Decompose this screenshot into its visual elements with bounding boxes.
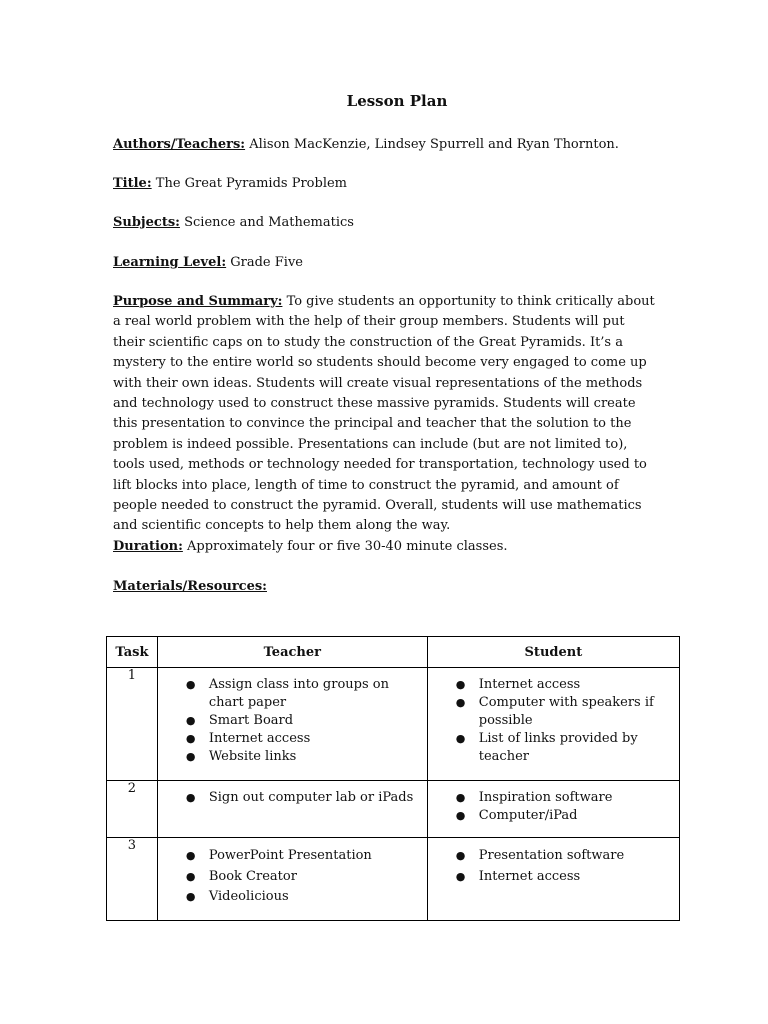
bullet-icon: ● [455,791,466,804]
list-item [158,789,427,807]
purpose-value: To give students an opportunity to think critically about a real world problem with the help of their group members. Students will put their scientific caps on to study the construction of the Great Pyramids. It’s a mystery to the entire world so students should become very engaged to come up with their own ideas. Students will create visual representations of the methods and technology used to construct these massive pyramids. Students will create this presentation to convince the principal and teacher that the solution to the problem is indeed possible. Presentations can include (but are not limited to), tools used, methods or technology needed for transportation, technology used to lift blocks into place, length of time to construct the pyramid, and amount of people needed to construct the pyramid. Overall, students will use mathematics and scientific concepts to help them along the way. [113,294,655,534]
authors-value: Alison MacKenzie, Lindsey Spurrell and Ryan Thornton. [249,137,619,152]
list-item [158,846,427,867]
subjects-label: Subjects: [113,215,180,230]
item-text: Smart Board [208,713,294,728]
learning-level-value: Grade Five [230,255,303,270]
learning-level-label: Learning Level: [113,255,227,270]
task-number: 1 [107,668,158,781]
list-item [158,887,427,908]
list-item [428,789,679,807]
list-item [158,730,427,748]
item-text: Sign out computer lab or iPads [208,790,414,805]
materials-table [106,636,680,921]
bullet-icon: ● [185,732,196,745]
bullet-icon: ● [185,791,196,804]
task-number: 3 [107,838,158,921]
bullet-icon: ● [185,714,196,727]
item-text: Inspiration software [478,790,613,805]
purpose-field [113,292,658,537]
teacher-cell [157,838,427,921]
item-text: Assign class into groups on chart paper [208,677,389,710]
bullet-icon: ● [185,678,196,691]
learning-level-field [113,253,658,273]
title-field [113,174,658,194]
bullet-icon: ● [455,678,466,691]
item-text: Internet access [208,731,311,746]
title-label: Title: [113,176,152,191]
item-text: Videolicious [208,889,289,904]
list-item [428,807,679,825]
duration-value: Approximately four or five 30-40 minute classes. [187,539,508,554]
header-teacher: Teacher [157,637,427,668]
header-student: Student [427,637,679,668]
teacher-cell [157,668,427,781]
list-item [158,712,427,730]
student-cell [427,838,679,921]
item-text: PowerPoint Presentation [208,848,372,863]
table-row [107,838,680,921]
bullet-icon: ● [455,732,466,745]
bullet-icon: ● [185,890,196,903]
duration-field [113,537,658,557]
list-item [428,694,679,730]
item-text: Internet access [478,677,581,692]
bullet-icon: ● [185,869,196,883]
teacher-cell [157,781,427,838]
table-header-row [107,637,680,668]
list-item [158,676,427,712]
subjects-field [113,213,658,233]
list-item [428,730,679,766]
item-text: Presentation software [478,848,625,863]
title-value: The Great Pyramids Problem [155,176,348,191]
item-text: Computer with speakers if possible [478,695,654,728]
subjects-value: Science and Mathematics [184,215,354,230]
authors-label: Authors/Teachers: [113,137,246,152]
table-row [107,668,680,781]
item-text: Website links [208,749,297,764]
student-cell [427,668,679,781]
bullet-icon: ● [455,849,466,862]
item-text: Book Creator [208,868,297,884]
list-item [158,748,427,766]
purpose-label: Purpose and Summary: [113,294,283,309]
table-row [107,781,680,838]
list-item [428,676,679,694]
authors-field [113,135,658,155]
document-title: Lesson Plan [346,92,448,110]
header-task: Task [107,637,158,668]
bullet-icon: ● [185,849,196,862]
bullet-icon: ● [455,869,466,883]
materials-label: Materials/Resources: [113,579,267,594]
duration-label: Duration: [113,539,183,554]
bullet-icon: ● [455,696,466,709]
list-item [158,867,427,888]
item-text: List of links provided by teacher [478,731,638,764]
item-text: Internet access [478,868,581,884]
student-cell [427,781,679,838]
materials-field [113,577,658,597]
list-item [428,846,679,867]
list-item [428,867,679,888]
bullet-icon: ● [455,809,466,822]
item-text: Computer/iPad [478,808,578,823]
task-number: 2 [107,781,158,838]
bullet-icon: ● [185,750,196,763]
